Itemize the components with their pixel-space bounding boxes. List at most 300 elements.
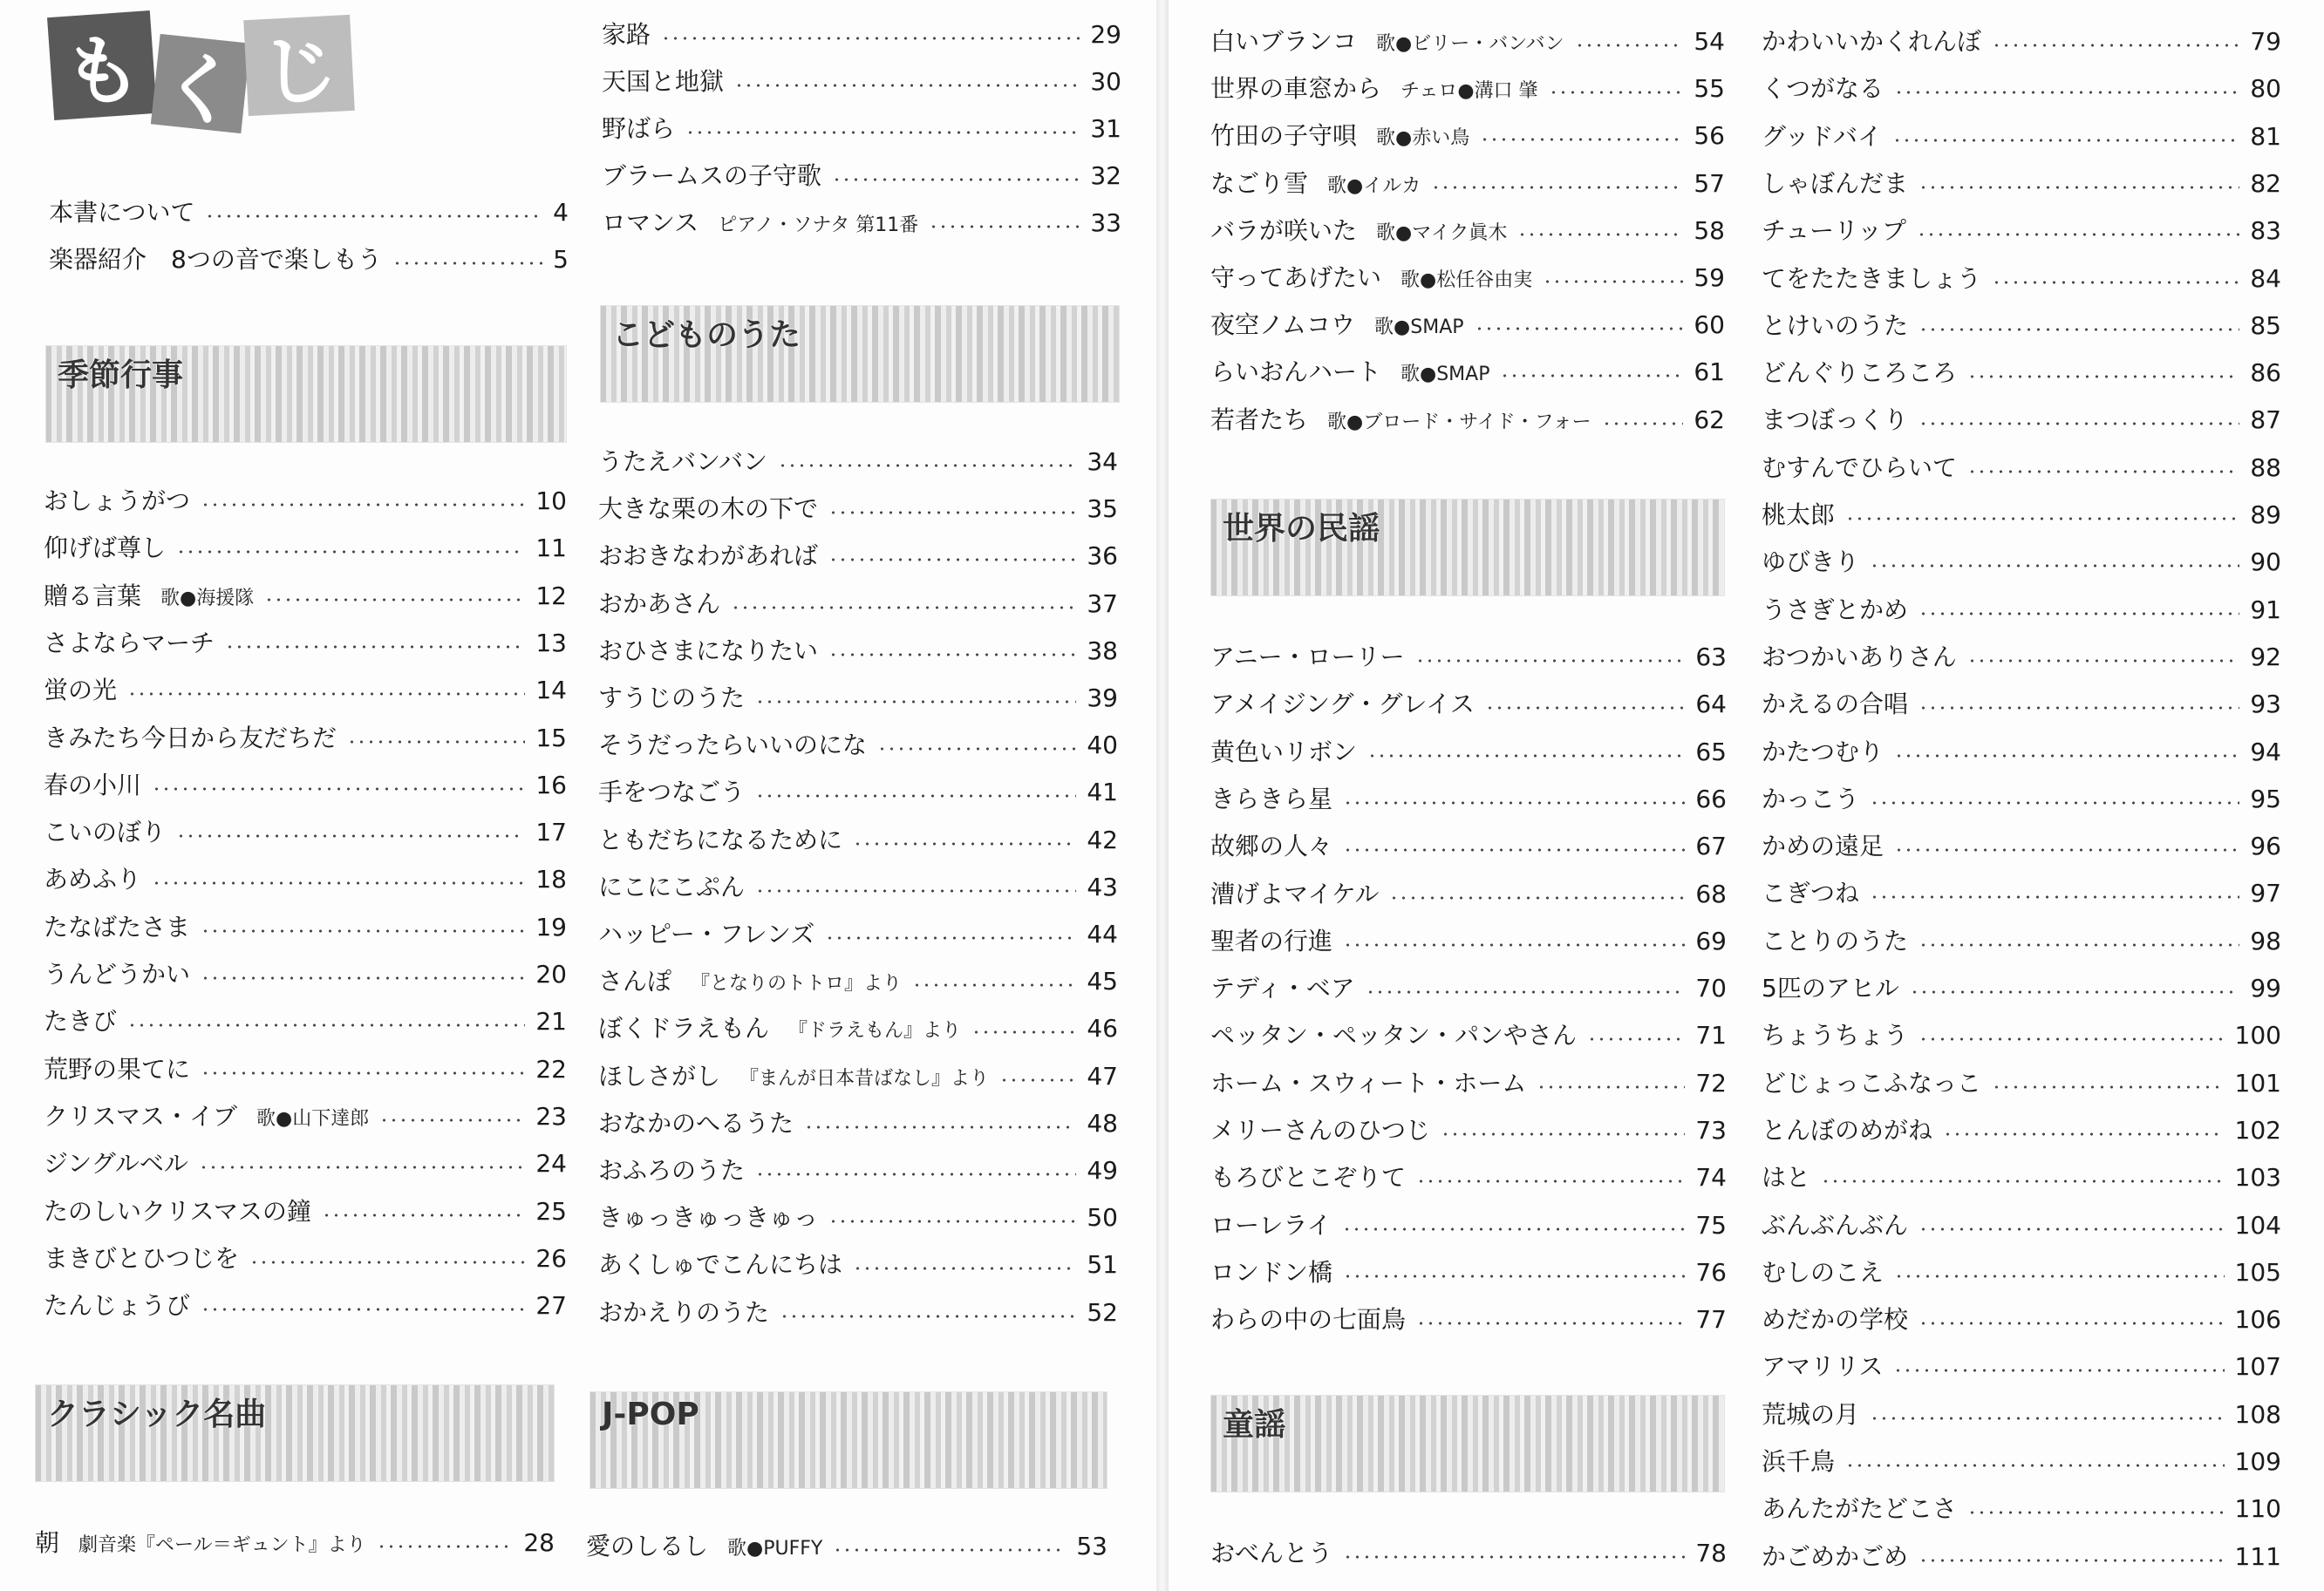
dot-leader	[1549, 90, 1684, 95]
toc-entry[interactable]	[1210, 827, 1727, 866]
entry-title: とけいのうた	[1762, 310, 1909, 340]
entry-page-number: 41	[1087, 778, 1118, 807]
entry-title: アメイジング・グレイス	[1210, 690, 1475, 719]
entry-title: おかえりのうた	[598, 1297, 770, 1327]
entry-page-number: 107	[2234, 1352, 2281, 1382]
entry-page-number: 40	[1087, 731, 1118, 760]
dot-leader	[1575, 43, 1684, 48]
dot-leader	[176, 833, 525, 839]
dot-leader	[828, 1219, 1076, 1224]
toc-entry[interactable]	[1210, 1064, 1727, 1103]
toc-entry[interactable]	[598, 868, 1118, 907]
toc-entry[interactable]	[1762, 212, 2281, 250]
dot-leader	[1343, 942, 1685, 948]
toc-entry[interactable]	[1762, 1064, 2281, 1103]
toc-entry[interactable]	[598, 1294, 1118, 1332]
entry-page-number: 70	[1695, 974, 1727, 1003]
entry-page-number: 24	[535, 1149, 567, 1179]
toc-entry[interactable]	[598, 585, 1118, 623]
entry-page-number: 27	[535, 1291, 567, 1321]
toc-entry[interactable]	[1762, 780, 2281, 819]
entry-title: ことりのうた	[1762, 926, 1909, 955]
toc-entry[interactable]	[1762, 922, 2281, 961]
toc-entry[interactable]	[1210, 733, 1727, 772]
toc-entry[interactable]	[44, 482, 567, 520]
toc-entry[interactable]	[1210, 259, 1725, 297]
right-page	[1169, 0, 2324, 1591]
entry-title: 野ばら	[602, 114, 676, 143]
entry-page-number: 35	[1087, 494, 1118, 524]
toc-entry[interactable]	[1210, 1301, 1727, 1339]
dot-leader	[392, 261, 542, 266]
entry-subtitle: 歌●マイク眞木	[1376, 221, 1508, 244]
toc-entry[interactable]	[1762, 1490, 2281, 1528]
entry-title: 夜空ノムコウ	[1210, 310, 1356, 340]
toc-entry[interactable]	[44, 1003, 567, 1041]
dot-leader	[1918, 327, 2239, 332]
dot-leader	[1416, 1321, 1685, 1326]
entry-title: くつがなる	[1762, 74, 1884, 104]
entry-page-number: 99	[2250, 974, 2281, 1003]
entry-page-number: 94	[2250, 737, 2281, 766]
toc-entry[interactable]	[1210, 306, 1725, 344]
entry-title: おしょうがつ	[44, 486, 191, 515]
entry-title: かっこう	[1762, 784, 1860, 813]
entry-page-number: 22	[535, 1054, 567, 1084]
entry-page-number: 56	[1694, 121, 1725, 151]
entry-title: しゃぼんだま	[1762, 168, 1909, 198]
toc-entry[interactable]	[1762, 591, 2281, 629]
toc-entry[interactable]	[44, 624, 567, 663]
dot-leader	[912, 982, 1076, 988]
dot-leader	[685, 130, 1080, 135]
toc-entry[interactable]	[598, 679, 1118, 717]
entry-title: 若者たち	[1210, 405, 1309, 434]
dot-leader	[1918, 1558, 2225, 1563]
entry-title: 桃太郎	[1762, 500, 1836, 529]
dot-leader	[1389, 895, 1685, 901]
toc-entry[interactable]	[1210, 212, 1725, 250]
entry-title: まきびとひつじを	[44, 1243, 240, 1273]
toc-entry[interactable]	[598, 726, 1118, 765]
dot-leader	[201, 1071, 525, 1076]
dot-leader	[1894, 90, 2239, 95]
entry-title: 漕げよマイケル	[1210, 879, 1380, 908]
toc-entry[interactable]	[602, 16, 1121, 54]
dot-leader	[833, 1547, 1066, 1553]
toc-entry[interactable]	[44, 766, 567, 805]
toc-entry[interactable]	[44, 1287, 567, 1325]
toc-entry[interactable]	[44, 955, 567, 994]
entry-subtitle: 歌●SMAP	[1401, 364, 1490, 386]
entry-page-number: 92	[2250, 642, 2281, 671]
toc-entry[interactable]	[1762, 401, 2281, 439]
entry-title: あんたがたどこさ	[1762, 1494, 1958, 1524]
toc-entry[interactable]	[598, 1152, 1118, 1190]
entry-title: さよならマーチ	[44, 628, 215, 657]
logo-tile-ji: じ	[243, 15, 355, 116]
entry-subtitle: ピアノ・ソナタ 第11番	[718, 214, 919, 236]
toc-entry[interactable]	[1762, 685, 2281, 724]
entry-title: こいのぼり	[44, 818, 167, 847]
toc-entry[interactable]	[1762, 118, 2281, 156]
toc-entry[interactable]	[44, 529, 567, 568]
toc-entry[interactable]	[598, 962, 1118, 1001]
toc-entry[interactable]	[602, 63, 1121, 101]
entry-page-number: 78	[1695, 1539, 1727, 1567]
entry-page-number: 14	[535, 676, 567, 705]
toc-entry[interactable]	[1762, 1396, 2281, 1434]
toc-entry[interactable]	[1762, 827, 2281, 866]
toc-entry[interactable]	[602, 110, 1121, 148]
entry-title: 蛍の光	[44, 676, 118, 705]
entry-title: かごめかごめ	[1762, 1541, 1909, 1571]
entry-page-number: 10	[535, 486, 567, 515]
toc-entry[interactable]	[1762, 1112, 2281, 1150]
toc-entry[interactable]	[1762, 260, 2281, 298]
entry-page-number: 28	[523, 1528, 555, 1557]
toc-entry[interactable]	[1210, 401, 1725, 439]
entry-page-number: 21	[535, 1007, 567, 1037]
toc-entry[interactable]	[598, 1246, 1118, 1284]
dot-leader	[205, 214, 542, 219]
entry-page-number: 74	[1695, 1163, 1727, 1193]
toc-entry[interactable]	[586, 1527, 1107, 1566]
dot-leader	[1343, 1554, 1685, 1560]
dot-leader	[201, 976, 525, 981]
entry-title: 荒城の月	[1762, 1399, 1860, 1429]
dot-leader	[853, 1266, 1076, 1271]
entry-page-number: 95	[2250, 784, 2281, 813]
dot-leader	[1602, 421, 1684, 426]
dot-leader	[201, 928, 525, 934]
dot-leader	[201, 502, 525, 507]
entry-title: きみたち今日から友だちだ	[44, 723, 337, 752]
entry-title: クリスマス・イブ	[44, 1101, 238, 1131]
entry-page-number: 85	[2250, 310, 2281, 340]
toc-entry[interactable]	[598, 537, 1118, 575]
dot-leader	[1910, 989, 2240, 995]
toc-entry[interactable]	[44, 1240, 567, 1278]
entry-page-number: 69	[1695, 926, 1727, 955]
entry-subtitle: 歌●PUFFY	[727, 1538, 823, 1560]
dot-leader	[731, 605, 1076, 610]
toc-entry[interactable]	[1210, 875, 1727, 914]
entry-title: ゆびきり	[1762, 547, 1860, 577]
entry-page-number: 76	[1695, 1257, 1727, 1287]
toc-entry[interactable]	[598, 1199, 1118, 1237]
toc-entry[interactable]	[1762, 165, 2281, 203]
toc-entry[interactable]	[1210, 685, 1727, 724]
toc-entry[interactable]	[1762, 496, 2281, 534]
entry-title: うんどうかい	[44, 960, 191, 989]
dot-leader	[1431, 185, 1683, 190]
entry-page-number: 20	[535, 960, 567, 989]
dot-leader	[1943, 1132, 2225, 1137]
section-heading-classic	[35, 1384, 555, 1482]
toc-entry[interactable]	[35, 1524, 555, 1562]
toc-entry[interactable]	[1762, 638, 2281, 677]
toc-entry[interactable]	[1762, 543, 2281, 581]
dot-leader	[1918, 1037, 2225, 1042]
entry-title: アマリリス	[1762, 1352, 1884, 1382]
entry-page-number: 25	[535, 1196, 567, 1226]
dot-leader	[755, 888, 1076, 894]
dot-leader	[176, 549, 525, 554]
toc-entry[interactable]	[1210, 638, 1727, 677]
toc-entry[interactable]	[1210, 1159, 1727, 1197]
entry-title: 本書について	[49, 198, 195, 227]
entry-page-number: 67	[1695, 832, 1727, 861]
toc-entry[interactable]	[598, 1105, 1118, 1143]
dot-leader	[1367, 753, 1685, 758]
toc-entry[interactable]	[49, 194, 569, 232]
toc-entry[interactable]	[1762, 307, 2281, 345]
entry-title: どんぐりころころ	[1762, 358, 1958, 388]
toc-entry[interactable]	[1762, 1301, 2281, 1339]
section-heading-kids	[600, 305, 1120, 403]
entry-page-number: 104	[2234, 1210, 2281, 1240]
entry-title: 大きな栗の木の下で	[598, 494, 819, 524]
toc-entry[interactable]	[1210, 780, 1727, 819]
dot-leader	[377, 1544, 514, 1549]
entry-title: チューリップ	[1762, 216, 1907, 246]
toc-entry[interactable]	[44, 577, 567, 615]
toc-entry[interactable]	[1210, 23, 1725, 61]
dot-leader	[1485, 705, 1686, 711]
entry-title: おなかのへるうた	[598, 1108, 794, 1138]
toc-entry[interactable]	[1762, 1016, 2281, 1055]
entry-title: あめふり	[44, 865, 142, 894]
entry-subtitle: 歌●赤い鳥	[1376, 127, 1470, 150]
dot-leader	[1343, 847, 1685, 853]
dot-leader	[127, 691, 525, 697]
dot-leader	[152, 880, 525, 886]
entry-title: グッドバイ	[1762, 121, 1883, 151]
toc-entry[interactable]	[1762, 449, 2281, 487]
entry-title: 楽器紹介 8つの音で楽しもう	[49, 245, 382, 274]
entry-page-number: 82	[2250, 168, 2281, 198]
dot-leader	[1543, 279, 1683, 284]
toc-entry[interactable]	[44, 1193, 567, 1231]
toc-entry[interactable]	[44, 813, 567, 852]
toc-entry[interactable]	[598, 443, 1118, 481]
entry-title: ローレライ	[1210, 1210, 1332, 1240]
entry-page-number: 65	[1695, 737, 1727, 766]
dot-leader	[1537, 1084, 1685, 1090]
entry-page-number: 44	[1087, 920, 1118, 948]
entry-subtitle: 歌●SMAP	[1374, 316, 1464, 339]
toc-entry[interactable]	[1210, 70, 1725, 108]
toc-entry[interactable]	[1762, 1159, 2281, 1197]
toc-entry[interactable]	[598, 1010, 1118, 1048]
toc-entry[interactable]	[1210, 1016, 1727, 1055]
entry-page-number: 46	[1087, 1014, 1118, 1044]
dot-leader	[1992, 1084, 2225, 1090]
entry-title: 贈る言葉	[44, 581, 142, 610]
toc-entry[interactable]	[598, 632, 1118, 670]
entry-title: わらの中の七面鳥	[1210, 1305, 1407, 1335]
dot-leader	[1475, 326, 1684, 331]
dot-leader	[1918, 1227, 2225, 1232]
entry-page-number: 80	[2250, 74, 2281, 104]
toc-entry[interactable]	[44, 1145, 567, 1183]
dot-leader	[1918, 185, 2239, 190]
dot-leader	[1415, 658, 1686, 663]
entry-page-number: 54	[1694, 27, 1725, 56]
toc-entry[interactable]	[1210, 165, 1725, 203]
entry-page-number: 5	[553, 245, 569, 274]
toc-entry[interactable]	[44, 671, 567, 710]
dot-leader	[379, 1118, 525, 1123]
toc-entry[interactable]	[1762, 354, 2281, 392]
entry-title: メリーさんのひつじ	[1210, 1116, 1431, 1145]
entry-page-number: 91	[2250, 595, 2281, 624]
entry-page-number: 77	[1695, 1305, 1727, 1335]
toc-entry[interactable]	[1762, 1348, 2281, 1386]
dot-leader	[1441, 1132, 1685, 1137]
entry-page-number: 18	[535, 865, 567, 894]
mokuji-logo	[51, 14, 365, 145]
entry-title: ロマンス	[602, 208, 699, 237]
section-title: J-POP	[602, 1397, 699, 1432]
entry-title: ぼくドラえもん	[598, 1014, 770, 1044]
section-heading-seasonal	[45, 345, 567, 443]
entry-title: らいおんハート	[1210, 357, 1382, 387]
toc-entry[interactable]	[1210, 1207, 1727, 1245]
entry-page-number: 83	[2250, 216, 2281, 246]
entry-page-number: 50	[1087, 1203, 1118, 1233]
entry-title: おおきなわがあれば	[598, 541, 819, 571]
entry-page-number: 37	[1087, 588, 1118, 618]
toc-entry[interactable]	[44, 1098, 567, 1136]
toc-entry[interactable]	[1210, 353, 1725, 391]
toc-entry[interactable]	[1210, 922, 1727, 961]
entry-title: たのしいクリスマスの鐘	[44, 1196, 311, 1226]
toc-entry[interactable]	[44, 908, 567, 947]
dot-leader	[1480, 137, 1683, 142]
toc-entry[interactable]	[1210, 1254, 1727, 1292]
entry-title: かわいいかくれんぼ	[1762, 27, 1982, 56]
dot-leader	[828, 510, 1076, 515]
entry-title: おつかいありさん	[1762, 642, 1957, 671]
entry-title: ハッピー・フレンズ	[598, 920, 815, 948]
toc-entry[interactable]	[1762, 70, 2281, 108]
entry-title: 守ってあげたい	[1210, 263, 1382, 292]
entry-title: おふろのうた	[598, 1156, 746, 1185]
logo-tile-ku: く	[151, 34, 250, 133]
section-title: 季節行事	[58, 357, 184, 393]
entry-page-number: 68	[1695, 879, 1727, 908]
section-title: 世界の民謡	[1223, 511, 1380, 547]
section-heading-world	[1210, 499, 1725, 596]
dot-leader	[853, 841, 1076, 846]
entry-title: ともだちになるために	[598, 825, 843, 854]
dot-leader	[1918, 1321, 2225, 1326]
toc-entry[interactable]	[1762, 969, 2281, 1008]
dot-leader	[1894, 753, 2239, 758]
entry-subtitle: 『まんが日本昔ばなし』より	[739, 1067, 990, 1090]
toc-entry[interactable]	[44, 719, 567, 758]
entry-title: たんじょうび	[44, 1291, 191, 1321]
entry-title: かたつむり	[1762, 737, 1884, 766]
section-heading-jpop	[590, 1391, 1107, 1489]
dot-leader	[1918, 611, 2239, 616]
toc-entry[interactable]	[1762, 874, 2281, 913]
toc-entry[interactable]	[1762, 733, 2281, 772]
toc-entry[interactable]	[44, 860, 567, 899]
toc-entry[interactable]	[49, 241, 569, 279]
section-title: こどものうた	[612, 317, 801, 353]
entry-page-number: 71	[1695, 1021, 1727, 1050]
entry-title: きゅっきゅっきゅっ	[598, 1203, 819, 1233]
entry-title: そうだったらいいのにな	[598, 731, 868, 760]
toc-entry[interactable]	[598, 490, 1118, 528]
toc-entry[interactable]	[1210, 1112, 1727, 1150]
entry-page-number: 57	[1694, 168, 1725, 198]
entry-title: ペッタン・ペッタン・パンやさん	[1210, 1021, 1578, 1050]
entry-title: にこにこぷん	[598, 872, 746, 901]
dot-leader	[1500, 373, 1683, 378]
toc-entry[interactable]	[598, 773, 1118, 812]
toc-entry[interactable]	[598, 821, 1118, 860]
entry-page-number: 49	[1087, 1156, 1118, 1185]
entry-title: てをたたきましょう	[1762, 263, 1982, 293]
toc-entry[interactable]	[598, 915, 1118, 954]
entry-title: かめの遠足	[1762, 832, 1884, 861]
entry-title: 竹田の子守唄	[1210, 121, 1358, 151]
toc-entry[interactable]	[1762, 23, 2281, 61]
entry-page-number: 53	[1076, 1532, 1107, 1560]
dot-leader	[755, 793, 1076, 799]
entry-title: うたえバンバン	[598, 447, 768, 476]
toc-entry[interactable]	[44, 1050, 567, 1089]
toc-entry[interactable]	[1762, 1207, 2281, 1245]
dot-leader	[755, 699, 1076, 704]
entry-subtitle: 歌●ブロード・サイド・フォー	[1327, 411, 1591, 433]
dot-leader	[1992, 43, 2239, 48]
dot-leader	[1918, 705, 2239, 711]
entry-page-number: 29	[1090, 20, 1121, 49]
left-page	[0, 0, 1156, 1591]
entry-page-number: 11	[535, 534, 567, 563]
dot-leader	[347, 739, 525, 745]
toc-entry[interactable]	[602, 204, 1121, 242]
dot-leader	[1366, 989, 1686, 995]
toc-entry[interactable]	[602, 157, 1121, 195]
toc-entry[interactable]	[1762, 1538, 2281, 1576]
toc-entry[interactable]	[1210, 969, 1727, 1008]
toc-entry[interactable]	[598, 1057, 1118, 1096]
toc-entry[interactable]	[1762, 1443, 2281, 1481]
entry-title: とんぼのめがね	[1762, 1115, 1933, 1145]
toc-entry[interactable]	[1210, 117, 1725, 155]
entry-page-number: 89	[2250, 500, 2281, 529]
dot-leader	[225, 644, 525, 649]
entry-page-number: 93	[2250, 690, 2281, 719]
entry-page-number: 66	[1695, 784, 1727, 813]
toc-entry[interactable]	[1210, 1534, 1727, 1573]
entry-title: 朝	[35, 1528, 60, 1557]
entry-page-number: 102	[2234, 1115, 2281, 1145]
entry-page-number: 106	[2234, 1305, 2281, 1335]
entry-page-number: 32	[1090, 161, 1121, 190]
dot-leader	[825, 935, 1076, 941]
entry-title: ほしさがし	[598, 1061, 721, 1091]
entry-title: ちょうちょう	[1762, 1021, 1909, 1050]
entry-subtitle: 歌●海援隊	[160, 587, 255, 609]
toc-entry[interactable]	[1762, 1254, 2281, 1292]
